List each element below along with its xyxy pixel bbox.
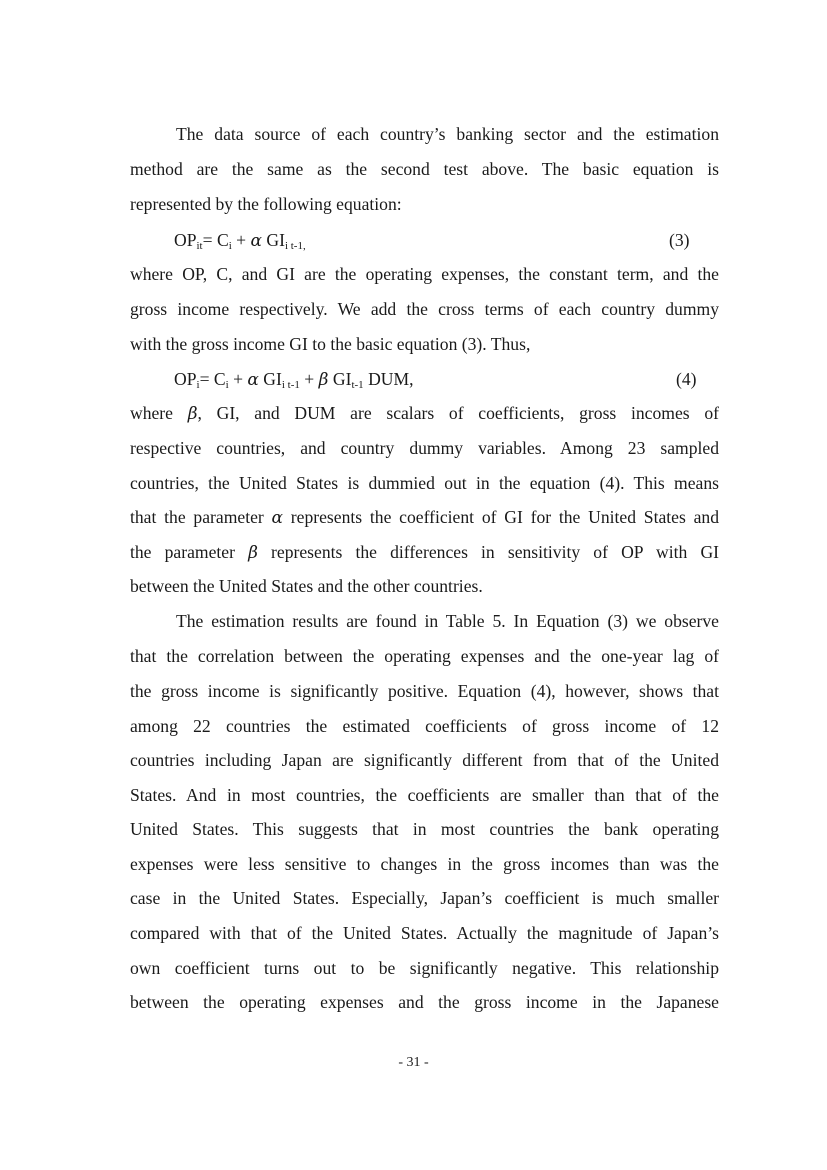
text-line: among 22 countries the estimated coefficients of gross income of 12 — [130, 716, 719, 736]
text-line: the gross income is significantly positive. Equation (4), however, shows that — [130, 681, 719, 701]
text-line: The data source of each country’s banking sector and the estimation — [176, 124, 719, 144]
alpha-symbol: α — [250, 231, 262, 251]
text-line: where β, GI, and DUM are scalars of coefficients, gross incomes of — [130, 403, 719, 424]
text-line: method are the same as the second test above. The basic equation is — [130, 159, 719, 179]
text-line: United States. This suggests that in most countries the bank operating — [130, 819, 719, 839]
equation-4: $OP_i= C_i + \alpha$ $GI_{i t-1} + \beta$ $GI_{t-1}$ DUM, — [174, 369, 414, 391]
text-line: that the parameter α represents the coefficient of GI for the United States and — [130, 507, 719, 528]
beta-symbol: β — [318, 370, 329, 390]
equation-number: (3) — [669, 230, 690, 250]
page-number: - 31 - — [398, 1055, 429, 1070]
alpha-symbol: α — [247, 370, 259, 390]
text-line: countries including Japan are significantly different from that of the United — [130, 750, 719, 770]
text-line: case in the United States. Especially, Japan’s coefficient is much smaller — [130, 888, 719, 908]
text-line: that the correlation between the operating expenses and the one-year lag of — [130, 646, 719, 666]
text-line: respective countries, and country dummy variables. Among 23 sampled — [130, 438, 719, 458]
text-line: between the operating expenses and the gross income in the Japanese — [130, 992, 719, 1012]
text-line: States. And in most countries, the coefficients are smaller than that of the — [130, 785, 719, 805]
text-line: countries, the United States is dummied out in the equation (4). This means — [130, 473, 719, 493]
text-line: represented by the following equation: — [130, 194, 402, 214]
beta-symbol: β — [187, 404, 198, 424]
text-line: where OP, C, and GI are the operating expenses, the constant term, and the — [130, 264, 719, 284]
text-line: the parameter β represents the differences in sensitivity of OP with GI — [130, 542, 720, 563]
text-line: expenses were less sensitive to changes in the gross incomes than was the — [130, 854, 719, 874]
text-line: gross income respectively. We add the cross terms of each country dummy — [130, 299, 719, 319]
equation-3: $OP_{it}= C_i + \alpha$ $GI_{i t-1,}$ — [174, 230, 306, 252]
text-line: own coefficient turns out to be significantly negative. This relationship — [130, 958, 719, 978]
text-line: The estimation results are found in Table 5. In Equation (3) we observe — [176, 611, 719, 631]
alpha-symbol: α — [271, 508, 284, 528]
text-line: with the gross income GI to the basic equation (3). Thus, — [130, 334, 531, 354]
text-line: compared with that of the United States. Actually the magnitude of Japan’s — [130, 923, 719, 943]
text-line: between the United States and the other countries. — [130, 576, 483, 596]
beta-symbol: β — [248, 543, 258, 563]
equation-number: (4) — [676, 369, 697, 389]
